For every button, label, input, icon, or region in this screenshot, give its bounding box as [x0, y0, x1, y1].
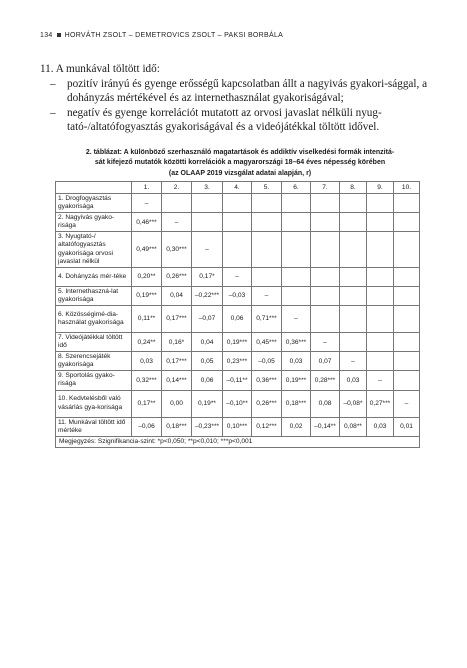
- table-cell: –: [223, 267, 252, 286]
- table-cell: –0,06: [132, 417, 162, 436]
- header-separator-icon: [57, 33, 61, 37]
- table-cell: [394, 371, 420, 390]
- table-cell: 0,17***: [162, 352, 192, 371]
- row-label: 2. Nagyivás gyako-risága: [56, 213, 132, 232]
- column-header: 4.: [223, 182, 252, 194]
- column-header: 7.: [311, 182, 340, 194]
- table-cell: –0,10**: [223, 390, 252, 417]
- table-cell: [252, 213, 282, 232]
- table-cell: 0,30***: [162, 232, 192, 267]
- row-label: 1. Drogfogyasztás gyakorisága: [56, 194, 132, 213]
- table-cell: [311, 305, 340, 332]
- table-cell: [340, 232, 367, 267]
- row-label: 6. Közösségimé-dia-használat gyakorisága: [56, 305, 132, 332]
- table-row: [56, 232, 420, 267]
- table-cell: [367, 267, 394, 286]
- table-row: [56, 332, 420, 351]
- column-header: 1.: [132, 182, 162, 194]
- table-cell: 0,10***: [223, 417, 252, 436]
- row-label: 5. Internethaszná-lat gyakorisága: [56, 286, 132, 305]
- table-cell: 0,26***: [162, 267, 192, 286]
- table-cell: –: [192, 232, 223, 267]
- table-cell: [367, 286, 394, 305]
- table-cell: 0,23***: [223, 352, 252, 371]
- table-caption: [40, 148, 440, 179]
- table-row: [56, 390, 420, 417]
- table-cell: [282, 267, 311, 286]
- correlation-table: [55, 181, 420, 448]
- running-title: HORVÁTH ZSOLT – DEMETROVICS ZSOLT – PAKSI BORBÁLA: [64, 32, 284, 39]
- table-cell: [340, 332, 367, 351]
- column-header: 8.: [340, 182, 367, 194]
- row-label: 4. Dohányzás mér-téke: [56, 267, 132, 286]
- list-item-text: negatív és gyenge korrelációt mutatott az orvosi javaslat nélküli nyug-tató-/altatófogyasztás gyakoriságával és a videójátékkal töltött idővel.: [67, 106, 382, 134]
- table-cell: [252, 267, 282, 286]
- table-cell: [192, 213, 223, 232]
- table-cell: [394, 194, 420, 213]
- caption-line: 2. táblázat: A különböző szerhasználó magatartások és addiktív viselkedési formák intenzitá-: [85, 149, 395, 156]
- list-dash: –: [50, 106, 56, 119]
- table-cell: 0,11**: [132, 305, 162, 332]
- table-cell: 0,26***: [252, 390, 282, 417]
- table-cell: 0,08: [311, 390, 340, 417]
- table-cell: –: [394, 390, 420, 417]
- table-cell: 0,14***: [162, 371, 192, 390]
- table-cell: [282, 286, 311, 305]
- table-cell: [223, 232, 252, 267]
- table-cell: 0,46***: [132, 213, 162, 232]
- table-cell: [394, 305, 420, 332]
- table-header-row: [56, 182, 420, 194]
- table-cell: [282, 194, 311, 213]
- row-label: 3. Nyugtató-/ altatófogyasztás gyakorisága orvosi javaslat nélkül: [56, 232, 132, 267]
- table-cell: [394, 352, 420, 371]
- table-cell: [367, 232, 394, 267]
- table-cell: 0,36***: [252, 371, 282, 390]
- table-cell: [311, 194, 340, 213]
- table-cell: 0,02: [282, 417, 311, 436]
- table-cell: 0,03: [282, 352, 311, 371]
- table-cell: –0,08*: [340, 390, 367, 417]
- column-header: 3.: [192, 182, 223, 194]
- table-cell: [340, 286, 367, 305]
- list-item: [40, 77, 440, 106]
- table-cell: –0,23***: [192, 417, 223, 436]
- column-header: 5.: [252, 182, 282, 194]
- table-cell: 0,00: [162, 390, 192, 417]
- table-cell: 0,45***: [252, 332, 282, 351]
- column-header: 9.: [367, 182, 394, 194]
- table-cell: 0,19**: [192, 390, 223, 417]
- table-row: [56, 267, 420, 286]
- table-cell: 0,18***: [282, 390, 311, 417]
- column-header: 2.: [162, 182, 192, 194]
- row-label: 9. Sportolás gyako-risága: [56, 371, 132, 390]
- table-cell: –: [340, 352, 367, 371]
- table-cell: 0,36***: [282, 332, 311, 351]
- table-cell: 0,17**: [132, 390, 162, 417]
- table-cell: [367, 332, 394, 351]
- list-item-text: pozitív irányú és gyenge erősségű kapcsolatban állt a nagyivás gyakori-sággal, a dohányzás mértékével és az internethasználat gyakoriságával;: [67, 77, 428, 105]
- table-row: [56, 352, 420, 371]
- table-cell: [162, 194, 192, 213]
- table-cell: [394, 332, 420, 351]
- table-cell: 0,18***: [162, 417, 192, 436]
- table-cell: [367, 305, 394, 332]
- corner-cell: [56, 182, 132, 194]
- table-cell: [394, 232, 420, 267]
- page-header: [40, 32, 440, 39]
- column-header: 6.: [282, 182, 311, 194]
- table-cell: –0,22***: [192, 286, 223, 305]
- row-label: 8. Szerencsejáték gyakorisága: [56, 352, 132, 371]
- table-cell: 0,71***: [252, 305, 282, 332]
- table-cell: 0,17*: [192, 267, 223, 286]
- table-cell: 0,06: [192, 371, 223, 390]
- table-cell: 0,03: [340, 371, 367, 390]
- table-cell: 0,49***: [132, 232, 162, 267]
- table-cell: 0,05: [192, 352, 223, 371]
- table-cell: –: [311, 332, 340, 351]
- table-cell: [223, 194, 252, 213]
- table-cell: [340, 267, 367, 286]
- table-cell: [282, 213, 311, 232]
- table-cell: –0,11**: [223, 371, 252, 390]
- table-cell: 0,17***: [162, 305, 192, 332]
- table-cell: 0,28***: [311, 371, 340, 390]
- column-header: 10.: [394, 182, 420, 194]
- table-cell: –: [367, 371, 394, 390]
- table-cell: [340, 213, 367, 232]
- table-cell: [311, 267, 340, 286]
- table-cell: [394, 213, 420, 232]
- table-cell: 0,19***: [132, 286, 162, 305]
- table-row: [56, 213, 420, 232]
- table-cell: [223, 213, 252, 232]
- table-cell: –: [282, 305, 311, 332]
- table-cell: 0,03: [132, 352, 162, 371]
- table-cell: –0,05: [252, 352, 282, 371]
- table-cell: [394, 286, 420, 305]
- table-cell: [311, 232, 340, 267]
- table-cell: [367, 213, 394, 232]
- table-cell: –: [162, 213, 192, 232]
- table-cell: 0,19***: [282, 371, 311, 390]
- table-cell: 0,03: [367, 417, 394, 436]
- table-cell: [252, 232, 282, 267]
- table-cell: 0,04: [162, 286, 192, 305]
- table-row: [56, 286, 420, 305]
- table-cell: [192, 194, 223, 213]
- table-note-row: [56, 436, 420, 447]
- table-cell: [340, 305, 367, 332]
- table-cell: [394, 267, 420, 286]
- table-cell: –: [252, 286, 282, 305]
- table-cell: [311, 213, 340, 232]
- page-number: 134: [40, 32, 53, 39]
- table-cell: [367, 194, 394, 213]
- text-section: [40, 62, 440, 135]
- row-label: 11. Munkával töltött idő mértéke: [56, 417, 132, 436]
- table-cell: 0,07: [311, 352, 340, 371]
- table-cell: [340, 194, 367, 213]
- table-cell: 0,06: [223, 305, 252, 332]
- table-row: [56, 305, 420, 332]
- table-cell: 0,04: [192, 332, 223, 351]
- list-dash: –: [50, 77, 56, 90]
- table-cell: 0,20**: [132, 267, 162, 286]
- table-note: Megjegyzés: Szignifikancia-szint: *p<0,050; **p<0,010; ***p<0,001: [56, 436, 420, 447]
- caption-line: sát kifejező mutatók közötti korrelációk a magyarországi 18–64 éves népesség körében: [94, 159, 386, 167]
- caption-line: (az OLAAP 2019 vizsgálat adatai alapján, r): [168, 169, 312, 177]
- table-cell: 0,16*: [162, 332, 192, 351]
- table-cell: 0,08**: [340, 417, 367, 436]
- table-cell: [282, 232, 311, 267]
- table-cell: [252, 194, 282, 213]
- table-cell: 0,01: [394, 417, 420, 436]
- table-row: [56, 194, 420, 213]
- table-cell: [311, 286, 340, 305]
- table-cell: 0,27***: [367, 390, 394, 417]
- section-title: 11. A munkával töltött idő:: [40, 63, 160, 75]
- table-row: [56, 371, 420, 390]
- table-cell: –0,07: [192, 305, 223, 332]
- table-cell: –: [132, 194, 162, 213]
- table-cell: [367, 352, 394, 371]
- row-label: 10. Kedvtelésből való vásárlás gya-korisága: [56, 390, 132, 417]
- table-cell: 0,12***: [252, 417, 282, 436]
- table-cell: 0,19***: [223, 332, 252, 351]
- table-cell: –0,03: [223, 286, 252, 305]
- table-cell: 0,24**: [132, 332, 162, 351]
- table-row: [56, 417, 420, 436]
- list-item: [40, 106, 440, 135]
- table-cell: 0,32***: [132, 371, 162, 390]
- row-label: 7. Videójátékkal töltött idő: [56, 332, 132, 351]
- table-cell: –0,14**: [311, 417, 340, 436]
